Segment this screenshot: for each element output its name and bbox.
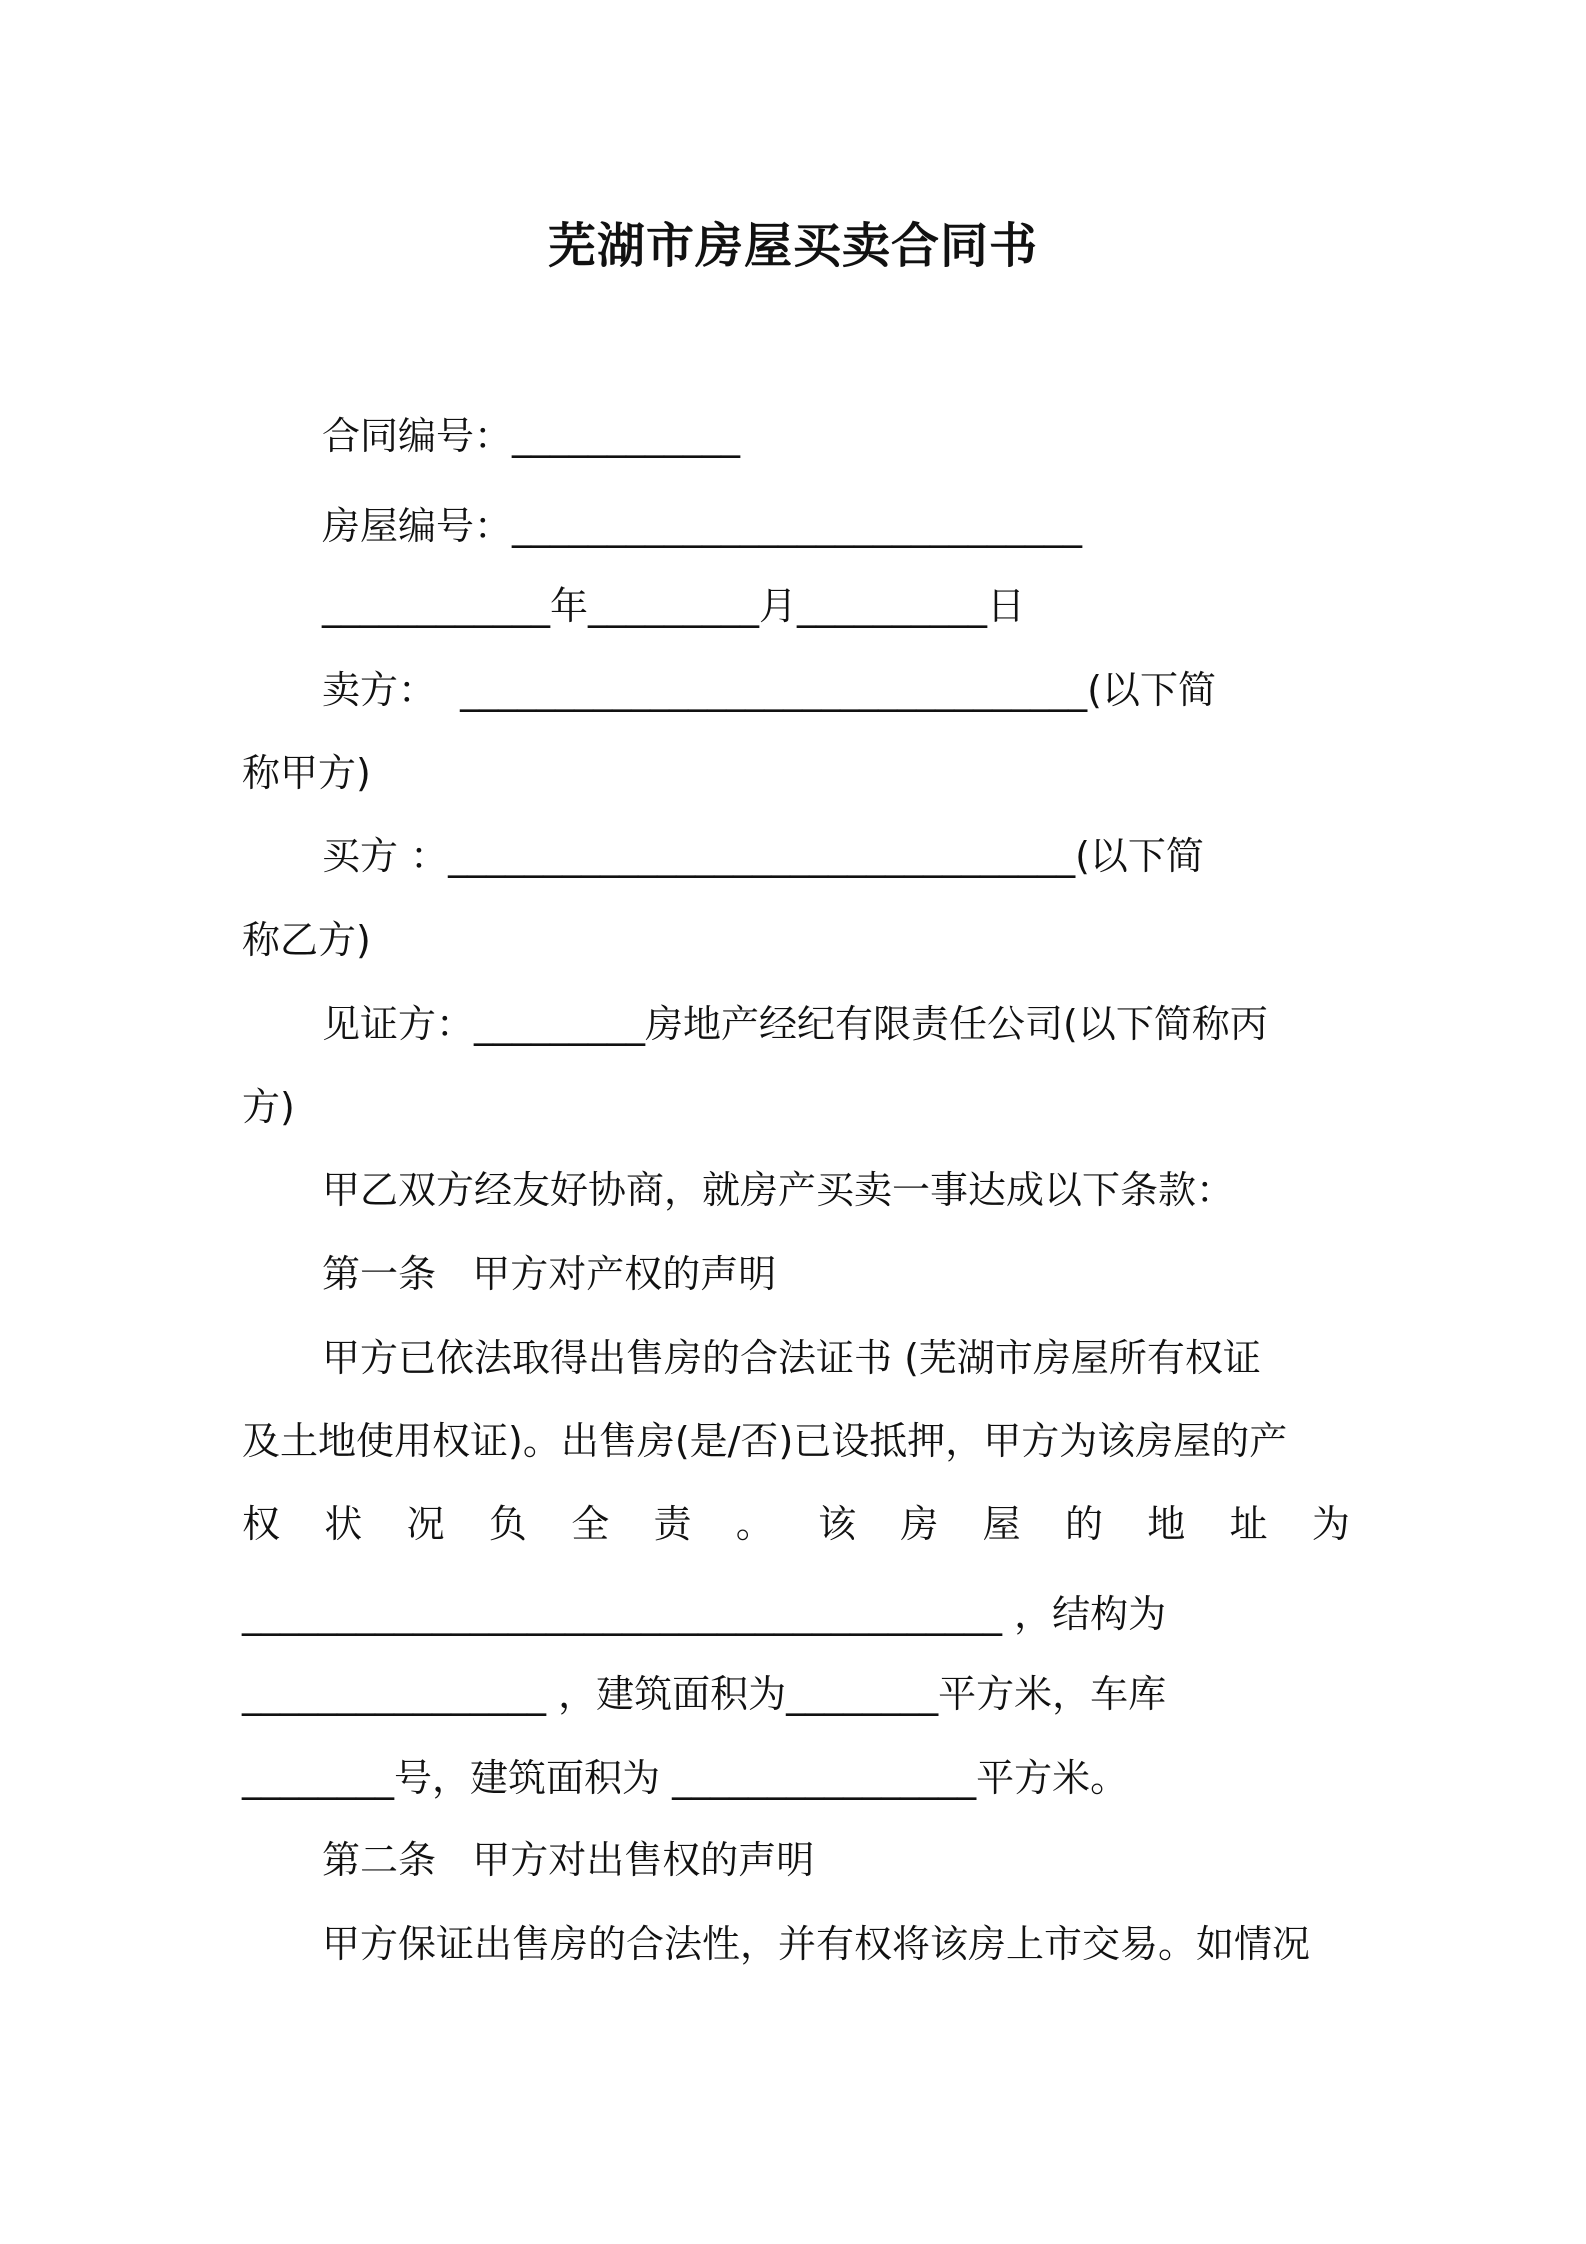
buyer-line: 买方 ：_________________________________(以下简 [322, 834, 1204, 878]
char: 负 [488, 1502, 527, 1546]
char: 况 [406, 1502, 445, 1546]
char: 地 [1147, 1502, 1186, 1546]
article-2-heading: 第二条 甲方对出售权的声明 [322, 1838, 815, 1882]
char: 的 [1064, 1502, 1103, 1546]
agreement-intro: 甲乙双方经友好协商，就房产买卖一事达成以下条款： [322, 1168, 1235, 1212]
document-title: 芜湖市房屋买卖合同书 [547, 218, 1038, 274]
char: 责 [653, 1502, 692, 1546]
char: 全 [571, 1502, 610, 1546]
date-line: ____________年_________月__________日 [322, 584, 1026, 628]
article-1-paragraph-line: ________________ ，建筑面积为________平方米，车库 [242, 1672, 1167, 1716]
witness-line-cont: 方) [242, 1085, 295, 1129]
char: 为 [1311, 1502, 1350, 1546]
char: 。 [735, 1502, 774, 1546]
article-2-paragraph-line: 甲方保证出售房的合法性，并有权将该房上市交易。如情况 [322, 1922, 1311, 1966]
contract-number-line: 合同编号：____________ [322, 414, 741, 458]
house-number-line: 房屋编号：______________________________ [322, 504, 1083, 548]
article-1-paragraph-line: ________________________________________ ，结构为 [242, 1592, 1167, 1636]
buyer-line-cont: 称乙方) [242, 918, 371, 962]
witness-line: 见证方：_________房地产经纪有限责任公司(以下简称丙 [322, 1002, 1268, 1046]
article-1-paragraph-line: ________号，建筑面积为 ________________平方米。 [242, 1756, 1129, 1800]
char: 该 [818, 1502, 857, 1546]
char: 权 [242, 1502, 281, 1546]
article-1-heading: 第一条 甲方对产权的声明 [322, 1252, 777, 1296]
article-1-paragraph-line: 及土地使用权证)。出售房(是/否)已设抵押，甲方为该房屋的产 [242, 1419, 1288, 1463]
char: 状 [324, 1502, 363, 1546]
article-1-paragraph-line: 甲方已依法取得出售房的合法证书 (芜湖市房屋所有权证 [322, 1336, 1261, 1380]
char: 屋 [982, 1502, 1021, 1546]
article-1-paragraph-line-spaced [242, 1494, 1350, 1554]
char: 址 [1229, 1502, 1268, 1546]
seller-line-cont: 称甲方) [242, 751, 371, 795]
char: 房 [900, 1502, 939, 1546]
seller-line: 卖方： _________________________________(以下简 [322, 668, 1216, 712]
